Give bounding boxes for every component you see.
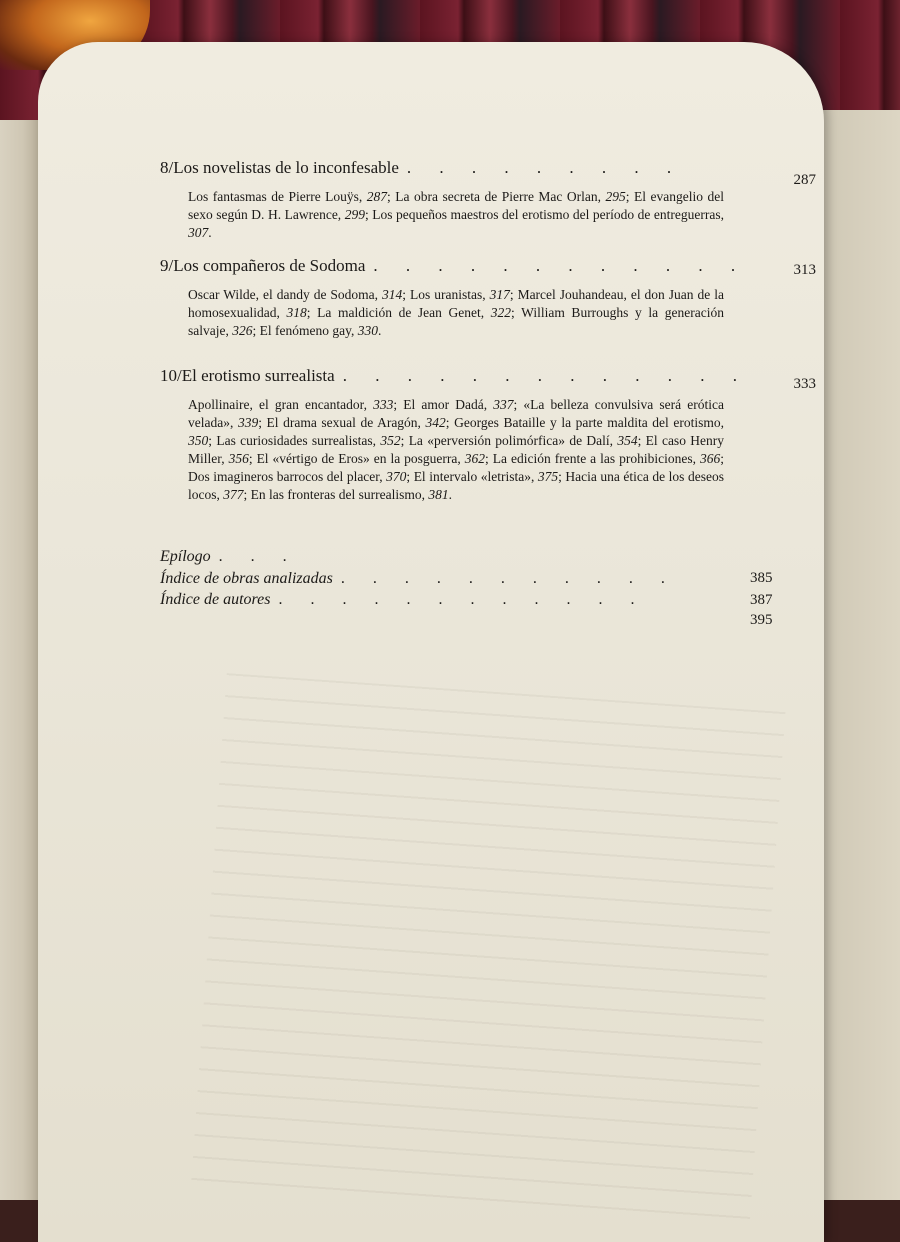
chapter-entries: Apollinaire, el gran encantador, 333; El amor Dadá, 337; «La belleza convulsiva será erótica velada», 339; El drama sexual de Aragón, 342; Georges Bataille y la parte maldita del erotismo, 350; Las curiosidades surrealistas, 352; La «perversión polimórfica» de Dalí, 354; El caso Henry Miller, 356; El «vértigo de Eros» en la posguerra, 362; La edición frente a las prohibiciones, 366; Dos imagineros barrocos del placer, 370; El intervalo «letrista», 375; Hacia una ética de los deseos locos, 377; En las fronteras del surrealismo, 381. <box>188 397 724 502</box>
entry-page: 350 <box>188 433 209 448</box>
entry-text: El evangelio del sexo según D. H. Lawrence, <box>188 189 724 222</box>
dot-leaders: . . . . . . . . . . . . . <box>342 366 749 385</box>
entry-page: 322 <box>490 305 511 320</box>
chapter-8 <box>160 158 816 242</box>
chapter-title: 8/Los novelistas de lo inconfesable <box>160 158 399 177</box>
back-matter-works-index <box>160 570 677 588</box>
entry-text: En las fronteras del surrealismo, <box>250 487 429 502</box>
entry-text: Los uranistas, <box>410 287 490 302</box>
entry-page: 352 <box>380 433 401 448</box>
entry-page: 317 <box>489 287 510 302</box>
entry-text: El «vértigo de Eros» en la posguerra, <box>256 451 465 466</box>
entry-text: La maldición de Jean Genet, <box>317 305 491 320</box>
back-matter-title: Epílogo <box>160 548 211 565</box>
chapter-page: 333 <box>793 376 816 392</box>
entry-page: 307 <box>188 225 209 240</box>
entry-text: Georges Bataille y la parte maldita del erotismo, <box>454 415 724 430</box>
entry-page: 287 <box>366 189 388 204</box>
dot-leaders: . . . . . . . . . . . . <box>278 591 647 608</box>
entry-page: 299 <box>344 207 365 222</box>
chapter-title: 10/El erotismo surrealista <box>160 366 335 385</box>
entry-text: El intervalo «letrista», <box>413 469 538 484</box>
chapter-page: 313 <box>793 262 816 278</box>
back-matter-page: 387 <box>750 592 773 608</box>
entry-page: 342 <box>425 415 446 430</box>
entry-text: Apollinaire, el gran encantador, <box>188 397 374 412</box>
entry-page: 375 <box>537 469 559 484</box>
entry-page: 326 <box>232 323 253 338</box>
entry-text: Marcel Jouhandeau, el don Juan de la homosexualidad, <box>188 287 724 320</box>
dot-leaders: . . . . . . . . . <box>406 158 684 177</box>
entry-text: La edición frente a las prohibiciones, <box>492 451 700 466</box>
entry-page: 337 <box>493 397 514 412</box>
entry-page: 366 <box>699 451 721 466</box>
dot-leaders: . . . . . . . . . . . <box>340 570 677 587</box>
entry-page: 362 <box>464 451 486 466</box>
entry-text: La obra secreta de Pierre Mac Orlan, <box>395 189 606 204</box>
chapter-10 <box>160 366 816 504</box>
entry-text: La «perversión polimórfica» de Dalí, <box>408 433 618 448</box>
entry-text: Los pequeños maestros del erotismo del período de entreguerras, <box>372 207 724 222</box>
entry-page: 314 <box>382 287 403 302</box>
back-matter-title: Índice de obras analizadas <box>160 570 333 587</box>
entry-page: 339 <box>237 415 259 430</box>
entry-page: 333 <box>373 397 394 412</box>
entry-page: 370 <box>386 469 407 484</box>
entry-text: El amor Dadá, <box>403 397 494 412</box>
chapter-entries: Oscar Wilde, el dandy de Sodoma, 314; Los uranistas, 317; Marcel Jouhandeau, el don Juan de la homosexualidad, 318; La maldición de Jean Genet, 322; William Burroughs y la generación salvaje, 326; El fenómeno gay, 330. <box>188 287 724 338</box>
entry-text: El caso Henry Miller, <box>188 433 724 466</box>
entry-page: 381 <box>428 487 449 502</box>
entry-page: 377 <box>223 487 244 502</box>
entry-text: El drama sexual de Aragón, <box>266 415 426 430</box>
entry-text: El fenómeno gay, <box>259 323 358 338</box>
chapter-entries: Los fantasmas de Pierre Louÿs, 287; La obra secreta de Pierre Mac Orlan, 295; El evangelio del sexo según D. H. Lawrence, 299; Los pequeños maestros del erotismo del período de entreguerras, 307. <box>188 189 724 240</box>
chapter-9 <box>160 256 816 340</box>
entry-text: Hacia una ética de los deseos locos, <box>188 469 724 502</box>
entry-page: 356 <box>228 451 249 466</box>
chapter-page: 287 <box>793 172 816 188</box>
back-matter-title: Índice de autores <box>160 591 271 608</box>
dot-leaders: . . . . . . . . . . . . <box>373 256 748 275</box>
entry-text: Oscar Wilde, el dandy de Sodoma, <box>188 287 383 302</box>
back-matter-authors-index <box>160 591 646 609</box>
back-matter-page: 395 <box>750 612 773 628</box>
entry-text: William Burroughs y la generación salvaje, <box>188 305 724 338</box>
entry-text: Dos imagineros barrocos del placer, <box>188 469 387 484</box>
entry-page: 330 <box>357 323 378 338</box>
back-matter-epilogue <box>160 548 299 566</box>
dot-leaders: . . . <box>218 548 299 565</box>
entry-text: Las curiosidades surrealistas, <box>216 433 381 448</box>
entry-page: 295 <box>605 189 626 204</box>
entry-text: Los fantasmas de Pierre Louÿs, <box>188 189 367 204</box>
chapter-title: 9/Los compañeros de Sodoma <box>160 256 366 275</box>
entry-page: 354 <box>617 433 638 448</box>
back-matter-page: 385 <box>750 570 773 586</box>
entry-text: «La belleza convulsiva será erótica velada», <box>188 397 724 430</box>
entry-page: 318 <box>286 305 307 320</box>
